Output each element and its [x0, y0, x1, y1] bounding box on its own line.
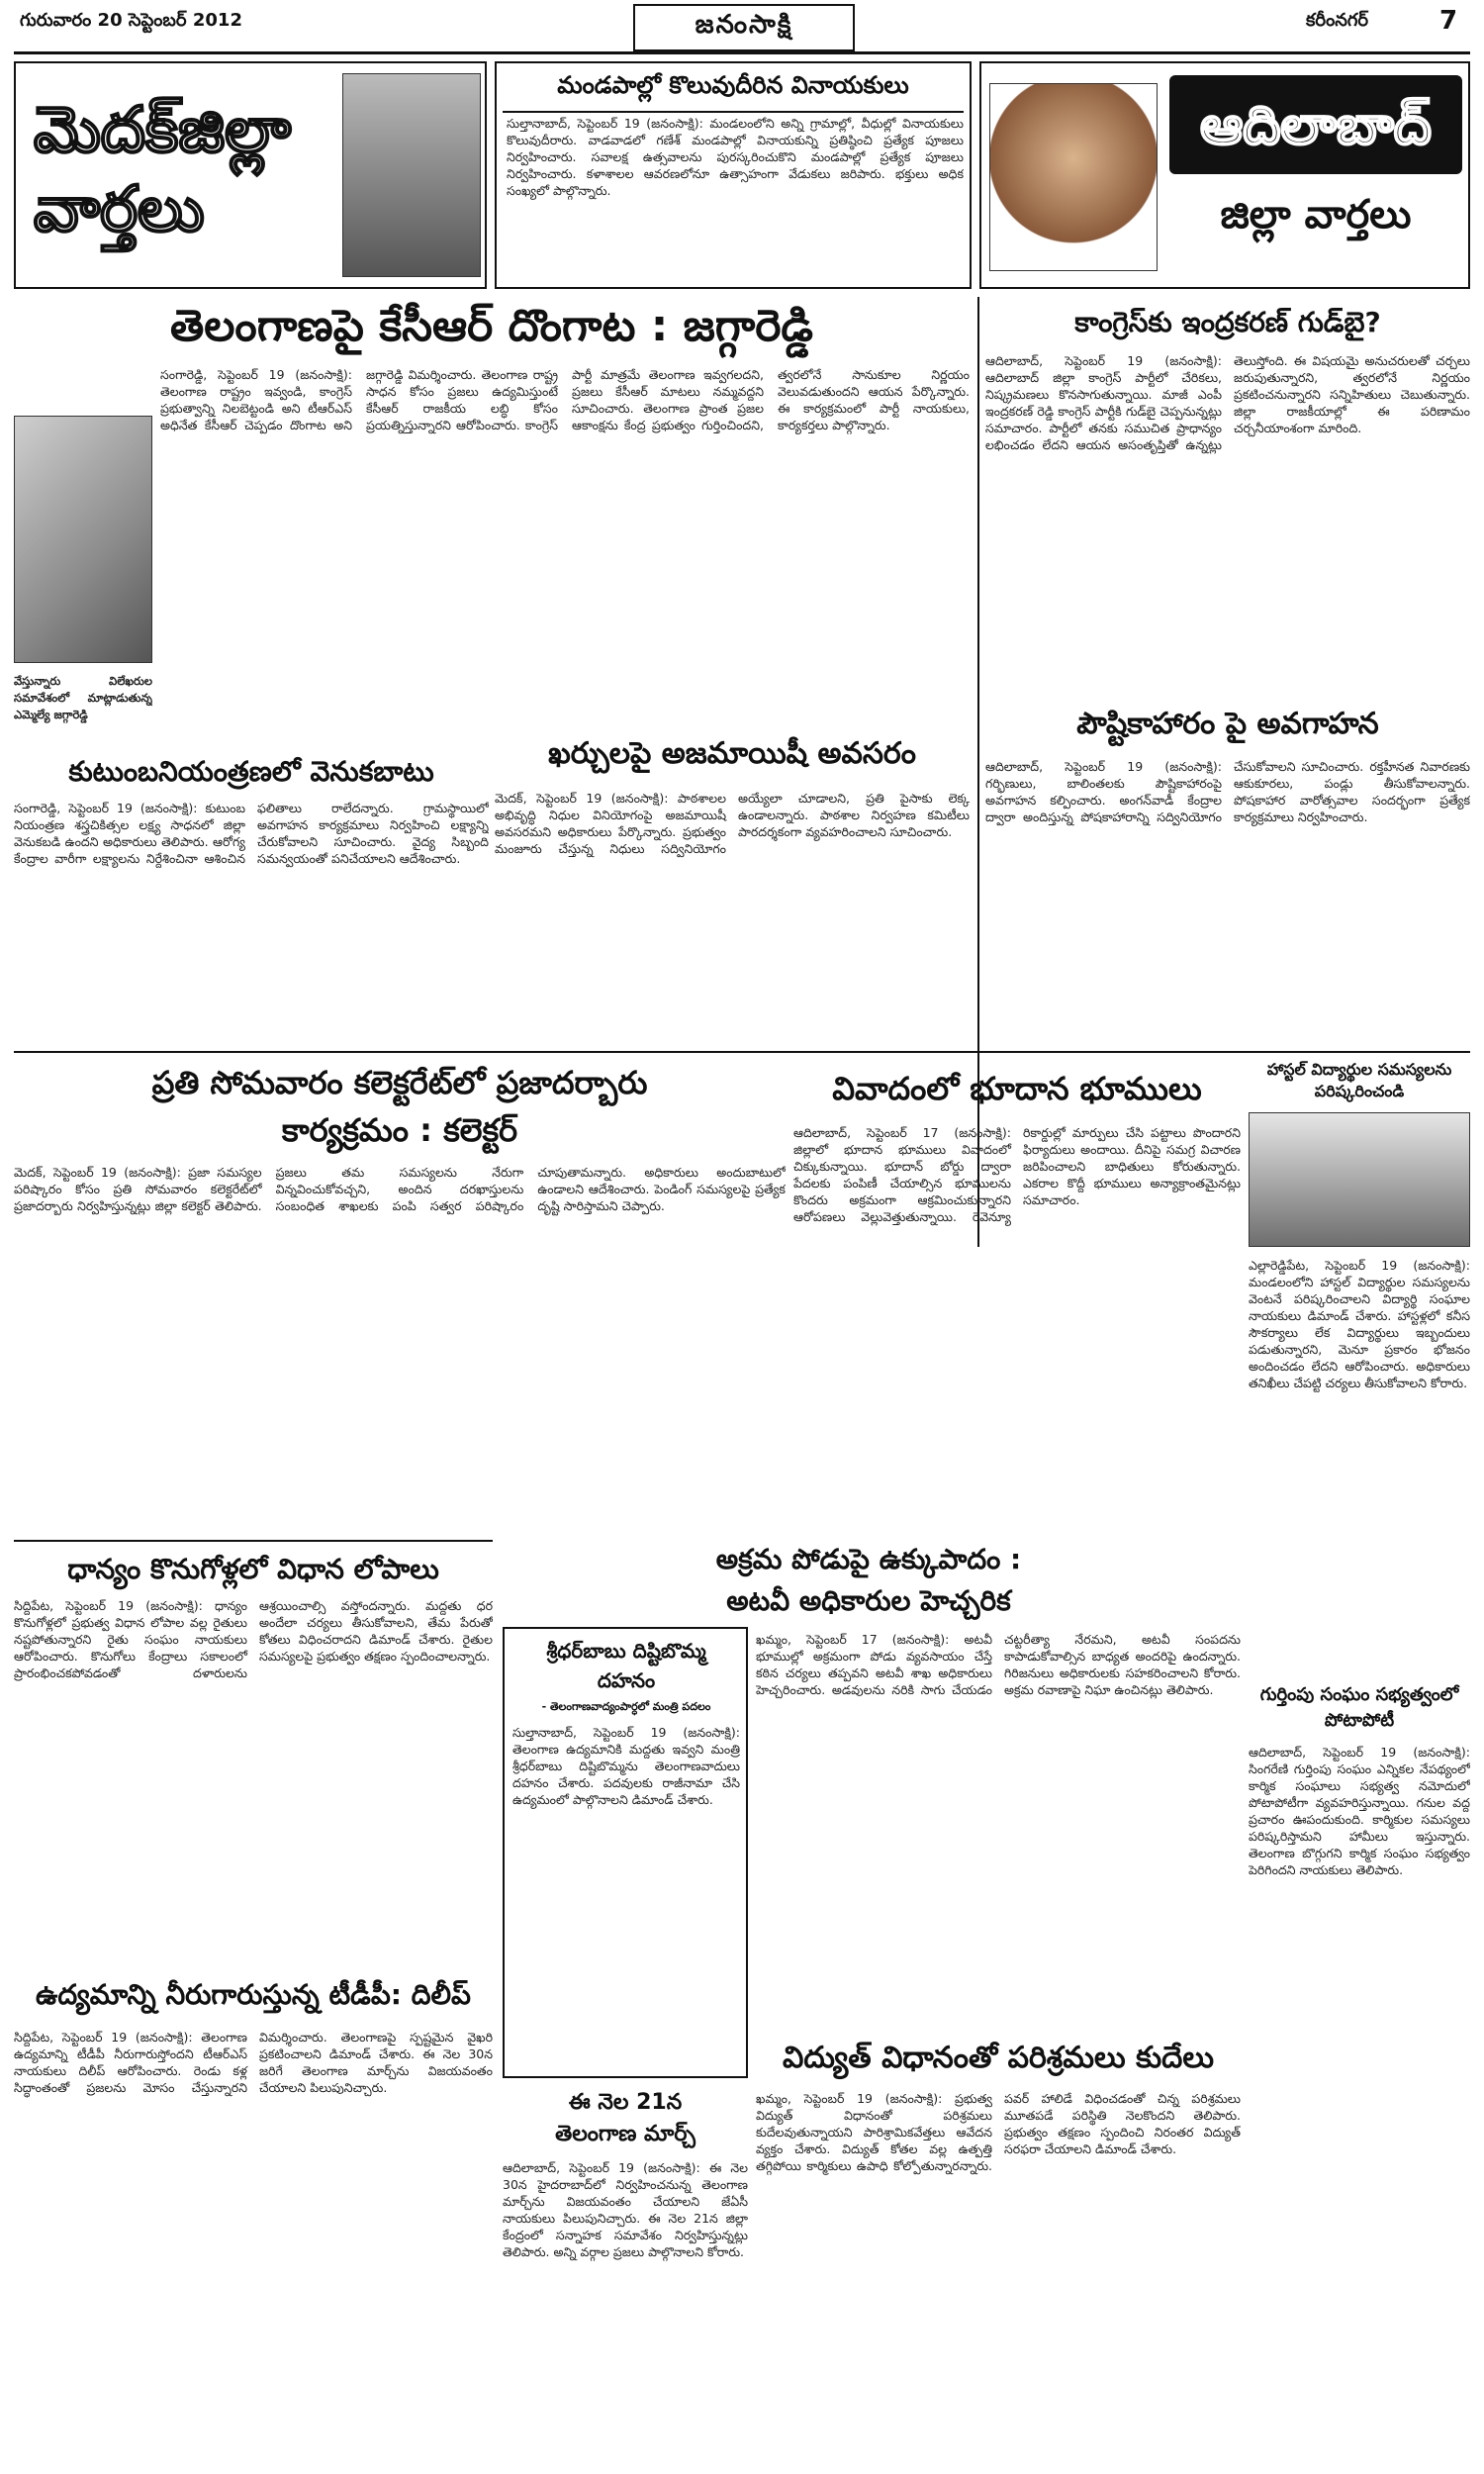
bhoodana-body: ఆదిలాబాద్, సెప్టెంబర్ 17 (జనంసాక్షి): జిల్లాలో భూదాన భూములు వివాదంలో చిక్కుకున్నాయి. భూదాన్ బోర్డు ద్వారా పేదలకు పంపిణీ చేయాల్సిన భూములను కొందరు అక్రమంగా ఆక్రమించుకున్నారని ఆరోపణలు వెల్లువెత్తుతున్నాయి. రెవెన్యూ రికార్డుల్లో మార్పులు చేసి పట్టాలు పొందారని ఫిర్యాదులు అందాయి. దీనిపై సమగ్ర విచారణ జరిపించాలని బాధితులు కోరుతున్నారు. ఎకరాల కొద్దీ భూములు అన్యాక్రాంతమైనట్లు సమాచారం.: [793, 1125, 1241, 1224]
kcr-body: సంగారెడ్డి, సెప్టెంబర్ 19 (జనంసాక్షి): తెలంగాణ రాష్ట్రం ఇవ్వండి, కాంగ్రెస్ ప్రభుత్వాన్ని నిలబెట్టండి అని టీఆర్ఎస్ అధినేత కేసీఆర్ చెప్పడం దొంగాట అని జగ్గారెడ్డి విమర్శించారు. తెలంగాణ రాష్ట్ర సాధన కోసం ప్రజలు ఉద్యమిస్తుంటే కేసీఆర్ రాజకీయ లబ్ధి కోసం ప్రయత్నిస్తున్నారని ఆరోపించారు. కాంగ్రెస్ పార్టీ మాత్రమే తెలంగాణ ఇవ్వగలదని, ప్రజలు కేసీఆర్ మాటలు నమ్మవద్దని సూచించారు. తెలంగాణ ప్రాంత ప్రజల ఆకాంక్షను కేంద్ర ప్రభుత్వం గుర్తించిందని, త్వరలోనే సానుకూల నిర్ణయం వెలువడుతుందని ఆయన పేర్కొన్నారు. ఈ కార్యక్రమంలో పార్టీ నాయకులు, కార్యకర్తలు పాల్గొన్నారు.: [160, 367, 970, 432]
kcr-headline: తెలంగాణపై కేసీఆర్ దొంగాట : జగ్గారెడ్డి: [170, 301, 813, 351]
hostel-body: ఎల్లారెడ్డిపేట, సెప్టెంబర్ 19 (జనంసాక్షి): మండలంలోని హాస్టల్ విద్యార్థుల సమస్యలను వెంటనే పరిష్కరించాలని విద్యార్థి సంఘాల నాయకులు డిమాండ్ చేశారు. హాస్టళ్లలో కనీస సౌకర్యాలు లేక విద్యార్థులు ఇబ్బందులు పడుతున్నారని, మెనూ ప్రకారం భోజనం అందించడం లేదని ఆరోపించారు. అధికారులు తనిఖీలు చేపట్టి చర్యలు తీసుకోవాలని కోరారు.: [1249, 1258, 1470, 1390]
kharchulu-body: మెదక్, సెప్టెంబర్ 19 (జనంసాక్షి): పాఠశాలల అభివృద్ధి నిధుల వినియోగంపై అజమాయిషీ అవసరమని అధికారులు పేర్కొన్నారు. ప్రభుత్వం మంజూరు చేస్తున్న నిధులు సద్వినియోగం అయ్యేలా చూడాలని, ప్రతి పైసాకు లెక్క ఉండాలన్నారు. పాఠశాల నిర్వహణ కమిటీలు పారదర్శకంగా వ్యవహరించాలని సూచించారు.: [495, 791, 970, 856]
akrama-headline-line1: అక్రమ పోడుపై ఉక్కుపాదం :: [715, 1543, 1022, 1575]
bhoodana-headline: వివాదంలో భూదాన భూములు: [832, 1070, 1202, 1107]
akrama-headline-line2: అటవీ అధికారుల హెచ్చరిక: [726, 1584, 1011, 1617]
issue-date: గురువారం 20 సెప్టెంబర్ 2012: [20, 10, 242, 31]
hostel-headline: హాస్టల్ విద్యార్థుల సమస్యలను పరిష్కరించండి: [1266, 1060, 1452, 1100]
praja-body: మెదక్, సెప్టెంబర్ 19 (జనంసాక్షి): ప్రజా సమస్యల పరిష్కారం కోసం ప్రతి సోమవారం కలెక్టరేట్‌లో ప్రజాదర్బారు నిర్వహిస్తున్నట్లు జిల్లా కలెక్టర్ తెలిపారు. ప్రజలు తమ సమస్యలను నేరుగా విన్నవించుకోవచ్చని, అందిన దరఖాస్తులను సంబంధిత శాఖలకు పంపి సత్వర పరిష్కారం చూపుతామన్నారు. అధికారులు అందుబాటులో ఉండాలని ఆదేశించారు. పెండింగ్ సమస్యలపై ప్రత్యేక దృష్టి సారిస్తామని చెప్పారు.: [14, 1165, 786, 1213]
praja-headline-line2: కార్యక్రమం : కలెక్టర్: [281, 1111, 518, 1149]
header-rule: [14, 51, 1470, 54]
sridhar-body: సుల్తానాబాద్, సెప్టెంబర్ 19 (జనంసాక్షి): తెలంగాణ ఉద్యమానికి మద్దతు ఇవ్వని మంత్రి శ్రీధర్‌బాబు దిష్టిబొమ్మను తెలంగాణవాదులు దహనం చేశారు. పదవులకు రాజీనామా చేసి ఉద్యమంలో పాల్గొనాలని డిమాండ్ చేశారు.: [512, 1725, 740, 1807]
akrama-body: ఖమ్మం, సెప్టెంబర్ 17 (జనంసాక్షి): అటవీ భూముల్లో అక్రమంగా పోడు వ్యవసాయం చేస్తే కఠిన చర్యలు తప్పవని అటవీ శాఖ అధికారులు హెచ్చరించారు. అడవులను నరికి సాగు చేయడం చట్టరీత్యా నేరమని, అటవీ సంపదను కాపాడుకోవాల్సిన బాధ్యత అందరిపై ఉందన్నారు. గిరిజనులు అధికారులకు సహకరించాలని కోరారు. అక్రమ రవాణాపై నిఘా ఉంచినట్లు తెలిపారు.: [756, 1632, 1241, 1697]
medak-banner: [14, 61, 487, 289]
sridhar-headline-line1: శ్రీధర్‌బాబు దిష్టిబొమ్మ: [546, 1639, 706, 1663]
gurtimpu-body: ఆదిలాబాద్, సెప్టెంబర్ 19 (జనంసాక్షి): సింగరేణి గుర్తింపు సంఘం ఎన్నికల నేపథ్యంలో కార్మిక సంఘాలు సభ్యత్వ నమోదులో పోటాపోటీగా వ్యవహరిస్తున్నాయి. గనుల వద్ద ప్రచారం ఊపందుకుంది. కార్మికుల సమస్యలు పరిష్కరిస్తామని హామీలు ఇస్తున్నారు. తెలంగాణ బొగ్గుగని కార్మిక సంఘం సభ్యత్వం పెరిగిందని నాయకులు తెలిపారు.: [1249, 1745, 1470, 1877]
leader-portrait: [989, 83, 1158, 271]
poushtika-headline: పౌష్టికాహారం పై అవగాహన: [1076, 707, 1379, 741]
mandapalo-body: సుల్తానాబాద్, సెప్టెంబర్ 19 (జనంసాక్షి): మండలంలోని అన్ని గ్రామాల్లో, వీధుల్లో వినాయకులు కొలువుదీరారు. వాడవాడలో గణేశ్ మండపాల్లో వినాయకున్ని ప్రతిష్ఠించి ప్రత్యేక పూజలు నిర్వహించారు. సవాలక్ష ఉత్సవాలను పురస్కరించుకొని మండపాల్లో ప్రత్యేక పూజలు నిర్వహించారు. కళాశాలల ఆవరణలోనూ ఉత్సాహంగా వేడుకలు జరిపారు. భక్తులు అధిక సంఖ్యలో పాల్గొన్నారు.: [507, 116, 964, 198]
mandapalo-article: [495, 61, 972, 289]
dhanyam-body: సిద్దిపేట, సెప్టెంబర్ 19 (జనంసాక్షి): ధాన్యం కొనుగోళ్లలో ప్రభుత్వ విధాన లోపాల వల్ల రైతులు నష్టపోతున్నారని రైతు సంఘం నాయకులు ఆరోపించారు. కొనుగోలు కేంద్రాలు సకాలంలో ప్రారంభించకపోవడంతో దళారులను ఆశ్రయించాల్సి వస్తోందన్నారు. మద్దతు ధర అందేలా చర్యలు తీసుకోవాలని, తేమ పేరుతో కోతలు విధించరాదని డిమాండ్ చేశారు. రైతుల సమస్యలపై ప్రభుత్వం తక్షణం స్పందించాలన్నారు.: [14, 1598, 493, 1680]
page-number: 7: [1439, 6, 1458, 36]
sridhar-headline-line2: దహనం: [597, 1668, 656, 1692]
church-photo: [342, 73, 481, 277]
udyamam-headline: ఉద్యమాన్ని నీరుగారుస్తున్న టీడీపీ: దిలీప్: [36, 1978, 471, 2011]
march-headline-line2: తెలంగాణ మార్చ్: [555, 2122, 696, 2146]
congress-body: ఆదిలాబాద్, సెప్టెంబర్ 19 (జనంసాక్షి): ఆదిలాబాద్ జిల్లా కాంగ్రెస్ పార్టీలో చేరికలు, నిష్క్రమణలు కొనసాగుతున్నాయి. మాజీ ఎంపీ ఇంద్రకరణ్ రెడ్డి కాంగ్రెస్ పార్టీకి గుడ్‌బై చెప్పనున్నట్లు సమాచారం. పార్టీలో తనకు సముచిత ప్రాధాన్యం లభించడం లేదని ఆయన అసంతృప్తితో ఉన్నట్లు తెలుస్తోంది. ఈ విషయమై అనుచరులతో చర్చలు జరుపుతున్నారని, త్వరలోనే నిర్ణయం ప్రకటించనున్నారని సన్నిహితులు చెబుతున్నారు. జిల్లా రాజకీయాల్లో ఈ పరిణామం చర్చనీయాంశంగా మారింది.: [985, 353, 1470, 452]
mandapalo-headline: మండపాల్లో కొలువుదీరిన వినాయకులు: [503, 71, 964, 113]
section-rule: [14, 1051, 1470, 1053]
hostel-photo: [1249, 1112, 1470, 1247]
kharchulu-headline: ఖర్చులపై అజమాయిషీ అవసరం: [548, 736, 916, 771]
vidyut-body: ఖమ్మం, సెప్టెంబర్ 19 (జనంసాక్షి): ప్రభుత్వ విద్యుత్ విధానంతో పరిశ్రమలు కుదేలవుతున్నాయని పారిశ్రామికవేత్తలు ఆవేదన వ్యక్తం చేశారు. విద్యుత్ కోతల వల్ల ఉత్పత్తి తగ్గిపోయి కార్మికులు ఉపాధి కోల్పోతున్నారన్నారు. పవర్ హాలిడే విధించడంతో చిన్న పరిశ్రమలు మూతపడే పరిస్థితి నెలకొందని తెలిపారు. ప్రభుత్వం తక్షణం స్పందించి నిరంతర విద్యుత్ సరఫరా చేయాలని డిమాండ్ చేశారు.: [756, 2091, 1241, 2173]
adilabad-title-box: [1169, 75, 1462, 174]
praja-headline-line1: ప్రతి సోమవారం కలెక్టరేట్‌లో ప్రజాదర్బారు: [151, 1064, 648, 1101]
gurtimpu-headline: గుర్తింపు సంఘం సభ్యత్వంలో పోటాపోటీ: [1259, 1684, 1459, 1731]
sridhar-subhead: - తెలంగాణవాద్యంపార్ధలో మంత్రి పదలం: [541, 1700, 711, 1713]
kcr-caption: వేస్తున్నారు విలేఖరుల సమావేశంలో మాట్లాడుతున్న ఎమ్మెల్యే జగ్గారెడ్డి: [14, 674, 152, 721]
poushtika-body: ఆదిలాబాద్, సెప్టెంబర్ 19 (జనంసాక్షి): గర్భిణులు, బాలింతలకు పౌష్టికాహారంపై అవగాహన కల్పించారు. అంగన్‌వాడీ కేంద్రాల ద్వారా అందిస్తున్న పోషకాహారాన్ని సద్వినియోగం చేసుకోవాలని సూచించారు. రక్తహీనత నివారణకు ఆకుకూరలు, పండ్లు తీసుకోవాలన్నారు. పోషకాహార వారోత్సవాల సందర్భంగా ప్రత్యేక కార్యక్రమాలు నిర్వహించారు.: [985, 759, 1470, 824]
edition-city: కరీంనగర్: [1306, 10, 1368, 31]
section-rule-left: [14, 1540, 493, 1542]
medak-banner-title: మెదక్‌జిల్లా వార్తలు: [34, 93, 292, 246]
kutumba-headline: కుటుంబనియంత్రణలో వెనుకబాటు: [68, 755, 434, 788]
masthead-logo: జనంసాక్షి: [633, 4, 855, 51]
udyamam-body: సిద్దిపేట, సెప్టెంబర్ 19 (జనంసాక్షి): తెలంగాణ ఉద్యమాన్ని టీడీపీ నీరుగారుస్తోందని టీఆర్ఎస్ నాయకులు దిలీప్ ఆరోపించారు. రెండు కళ్ల సిద్ధాంతంతో ప్రజలను మోసం చేస్తున్నారని విమర్శించారు. తెలంగాణపై స్పష్టమైన వైఖరి ప్రకటించాలని డిమాండ్ చేశారు. ఈ నెల 30న జరిగే తెలంగాణ మార్చ్‌ను విజయవంతం చేయాలని పిలుపునిచ్చారు.: [14, 2030, 493, 2095]
kutumba-body: సంగారెడ్డి, సెప్టెంబర్ 19 (జనంసాక్షి): కుటుంబ నియంత్రణ శస్త్రచికిత్సల లక్ష్య సాధనలో జిల్లా వెనుకబడి ఉందని అధికారులు తెలిపారు. ఆరోగ్య కేంద్రాల వారీగా లక్ష్యాలను నిర్దేశించినా ఆశించిన ఫలితాలు రాలేదన్నారు. గ్రామస్థాయిలో అవగాహన కార్యక్రమాలు నిర్వహించి లక్ష్యాన్ని చేరుకోవాలని సూచించారు. వైద్య సిబ్బంది సమన్వయంతో పనిచేయాలని ఆదేశించారు.: [14, 801, 489, 866]
adilabad-banner: [979, 61, 1470, 289]
vidyut-headline: విద్యుత్ విధానంతో పరిశ్రమలు కుదేలు: [782, 2041, 1214, 2075]
adilabad-subtitle: జిల్లా వార్తలు: [1220, 192, 1412, 238]
jaggareddy-photo: [14, 416, 152, 663]
march-headline-line1: ఈ నెల 21న: [568, 2090, 683, 2115]
march-body: ఆదిలాబాద్, సెప్టెంబర్ 19 (జనంసాక్షి): ఈ నెల 30న హైదరాబాద్‌లో నిర్వహించనున్న తెలంగాణ మార్చ్‌ను విజయవంతం చేయాలని జేఏసీ నాయకులు పిలుపునిచ్చారు. ఈ నెల 21న జిల్లా కేంద్రంలో సన్నాహక సమావేశం నిర్వహిస్తున్నట్లు తెలిపారు. అన్ని వర్గాల ప్రజలు పాల్గొనాలని కోరారు.: [503, 2160, 748, 2259]
adilabad-title: ఆదిలాబాద్: [1200, 93, 1432, 156]
congress-headline: కాంగ్రెస్‌కు ఇంద్రకరణ్ గుడ్‌బై?: [1074, 306, 1381, 338]
sridhar-article: [503, 1627, 748, 2078]
dhanyam-headline: ధాన్యం కొనుగోళ్లలో విధాన లోపాలు: [67, 1553, 439, 1585]
